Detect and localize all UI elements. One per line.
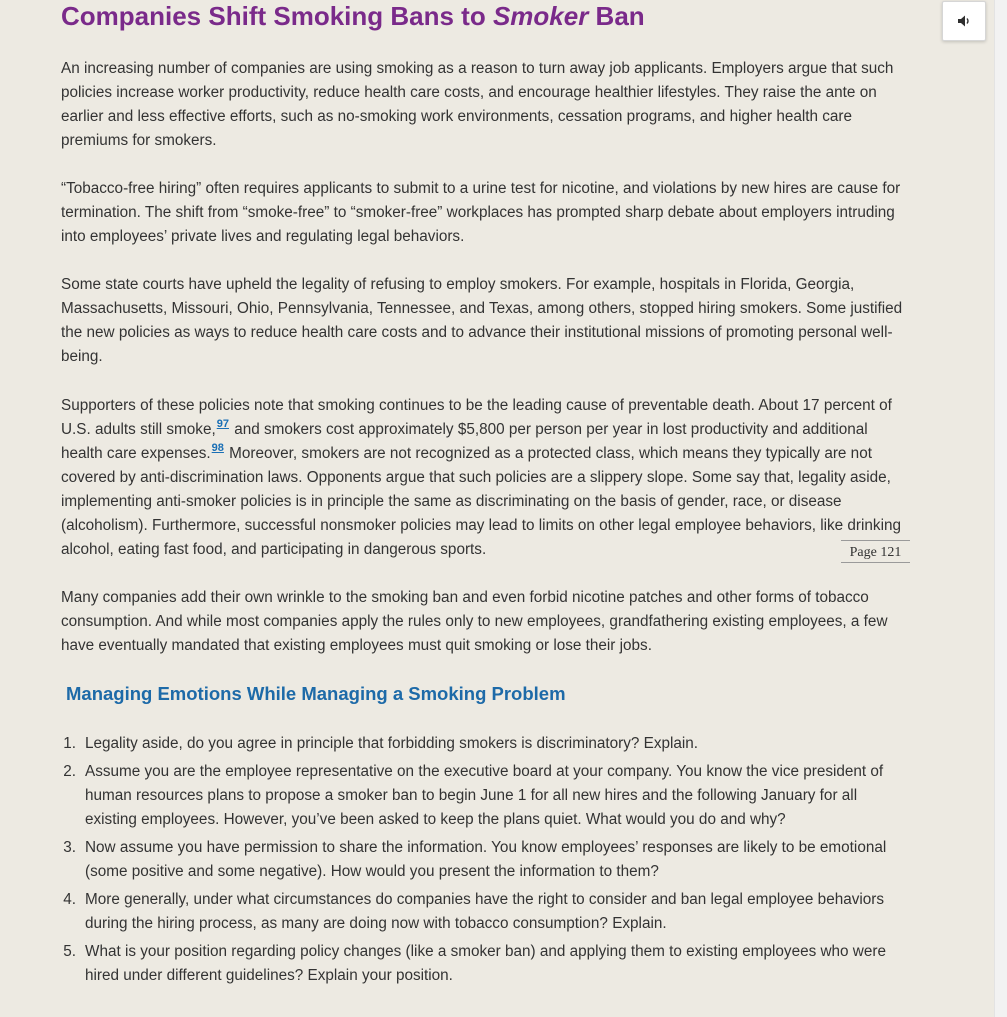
list-item-number: 5. [63,943,76,960]
list-item-number: 1. [63,735,76,752]
list-item-number: 2. [63,763,76,780]
paragraph-1: An increasing number of companies are using smoking as a reason to turn away job applicants. Employers argue that such policies increase worker productivity, reduce health care costs, and encourage healthier lifestyles. They raise the ante on earlier and less effective efforts, such as no-smoking work environments, cessation programs, and higher health care premiums for smokers. [61,60,894,149]
list-item-number: 3. [63,839,76,856]
list-item-text: More generally, under what circumstances do companies have the right to consider and ban legal employee behaviors during the hiring process, as many are doing now with tobacco consumption? Explain. [85,891,885,932]
question-list [61,732,909,992]
footnote-link-97[interactable]: 97 [216,418,229,430]
list-item-text: Now assume you have permission to share the information. You know employees’ responses are likely to be emotional (some positive and some negative). How would you present the information to them? [85,839,887,880]
list-item-text: Legality aside, do you agree in principle that forbidding smokers is discriminatory? Explain. [85,735,699,752]
list-item-number: 4. [63,891,76,908]
list-item [61,940,909,988]
list-item [61,760,909,832]
list-item [61,888,909,936]
speaker-icon [957,14,971,28]
scrollbar[interactable] [994,0,1007,1017]
page-marker: Page 121 [841,540,910,563]
list-item [61,836,909,884]
list-item-text: Assume you are the employee representative on the executive board at your company. You know the vice president of human resources plans to propose a smoker ban to begin June 1 for all new hires and the following January for all existing employees. However, you’ve been asked to keep the plans quiet. What would you do and why? [85,763,884,828]
list-item-text: What is your position regarding policy changes (like a smoker ban) and applying them to existing employees who were hired under different guidelines? Explain your position. [85,943,886,984]
paragraph-2: “Tobacco-free hiring” often requires applicants to submit to a urine test for nicotine, and violations by new hires are cause for termination. The shift from “smoke-free” to “smoker-free” workplaces has prompted sharp debate about employers intruding into employees’ private lives and regulating legal behaviors. [61,180,901,245]
paragraph-3: Some state courts have upheld the legality of refusing to employ smokers. For example, hospitals in Florida, Georgia, Massachusetts, Missouri, Ohio, Pennsylvania, Tennessee, and Texas, among others, stopped hiring smokers. Some justified the new policies as ways to reduce health care costs and to advance their institutional missions of promoting personal well-being. [61,276,903,365]
paragraph-5: Many companies add their own wrinkle to the smoking ban and even forbid nicotine patches and other forms of tobacco consumption. And while most companies apply the rules only to new employees, grandfathering existing employees, a few have eventually mandated that existing employees must quit smoking or lose their jobs. [61,589,888,654]
article-title: Companies Shift Smoking Bans to Smoker Ban [61,1,645,31]
list-item [61,732,909,756]
section-subheading: Managing Emotions While Managing a Smoking Problem [66,683,566,704]
audio-button[interactable] [942,1,986,41]
footnote-link-98[interactable]: 98 [211,442,224,454]
paragraph-4: Supporters of these policies note that smoking continues to be the leading cause of preventable death. About 17 percent of U.S. adults still smoke,$^{97}$ and smokers cost approximately $5,800 per person per year in lost productivity and additional health care expenses.$^{98}$ Moreover, smokers are not recognized as a protected class, which means they typically are not covered by anti-discrimination laws. Opponents argue that such policies are a slippery slope. Some say that, legality aside, implementing anti-smoker policies is in principle the same as discriminating on the basis of gender, race, or disease (alcoholism). Furthermore, successful nonsmoker policies may lead to limits on other legal employee behaviors, like drinking alcohol, eating fast food, and participating in dangerous sports. [61,397,901,558]
